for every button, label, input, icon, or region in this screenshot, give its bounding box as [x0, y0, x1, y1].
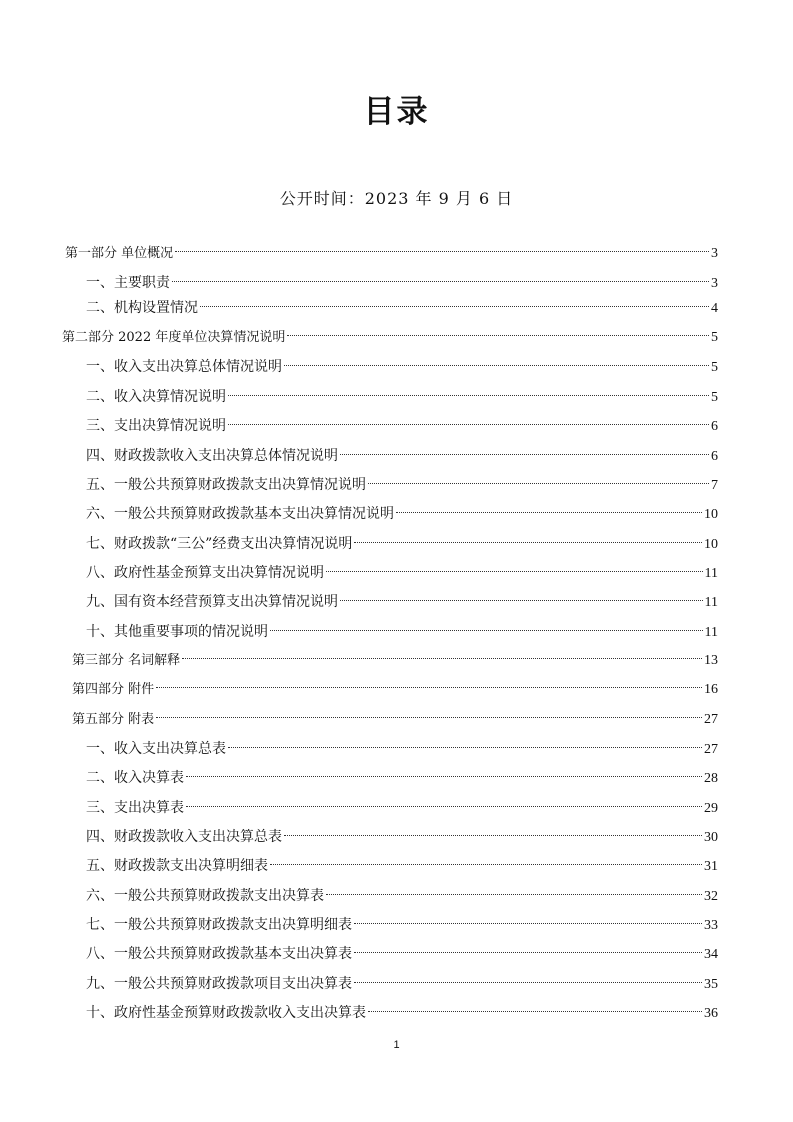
toc-leader-dots [156, 717, 702, 718]
toc-entry-label: 三、支出决算情况说明 [86, 418, 226, 434]
toc-entry-page-number: 27 [704, 712, 718, 727]
toc-leader-dots [200, 306, 709, 307]
toc-entry-label: 十、政府性基金预算财政拨款收入支出决算表 [86, 1005, 366, 1021]
toc-entry-page-number: 5 [711, 390, 718, 405]
toc-entry-label: 六、一般公共预算财政拨款基本支出决算情况说明 [86, 506, 394, 522]
toc-leader-dots [287, 335, 709, 336]
toc-entry[interactable] [86, 1002, 718, 1024]
toc-entry[interactable] [86, 272, 718, 294]
toc-entry-page-number: 5 [711, 330, 718, 345]
toc-leader-dots [340, 600, 703, 601]
toc-entry-label: 八、一般公共预算财政拨款基本支出决算表 [86, 946, 352, 962]
toc-entry[interactable] [86, 621, 718, 643]
toc-entry-label: 四、财政拨款收入支出决算总表 [86, 829, 282, 845]
toc-leader-dots [284, 365, 709, 366]
toc-entry-label: 九、国有资本经营预算支出决算情况说明 [86, 594, 338, 610]
toc-entry[interactable] [86, 562, 718, 584]
toc-leader-dots [368, 483, 709, 484]
toc-entry-label: 四、财政拨款收入支出决算总体情况说明 [86, 448, 338, 464]
toc-entry[interactable] [65, 243, 718, 265]
toc-entry-label: 七、一般公共预算财政拨款支出决算明细表 [86, 917, 352, 933]
toc-leader-dots [228, 395, 709, 396]
toc-entry-label: 一、主要职责 [86, 275, 170, 291]
toc-entry-label: 六、一般公共预算财政拨款支出决算表 [86, 888, 324, 904]
footer-page-number: 1 [393, 1039, 400, 1051]
toc-leader-dots [396, 512, 702, 513]
toc-entry-label: 七、财政拨款“三公”经费支出决算情况说明 [86, 536, 353, 552]
toc-entry-label: 五、一般公共预算财政拨款支出决算情况说明 [86, 477, 366, 493]
toc-entry[interactable] [86, 591, 718, 613]
toc-leader-dots [186, 776, 702, 777]
toc-entry[interactable] [86, 445, 718, 467]
toc-leader-dots [270, 630, 703, 631]
toc-leader-dots [228, 747, 702, 748]
toc-entry-label: 二、收入决算情况说明 [86, 389, 226, 405]
toc-entry-page-number: 33 [704, 918, 718, 933]
toc-entry-page-number: 32 [704, 889, 718, 904]
toc-leader-dots [175, 251, 709, 252]
toc-entry-label: 五、财政拨款支出决算明细表 [86, 858, 268, 874]
toc-leader-dots [228, 424, 709, 425]
toc-leader-dots [326, 571, 703, 572]
toc-entry[interactable] [86, 885, 718, 907]
toc-entry[interactable] [86, 415, 718, 437]
toc-leader-dots [354, 982, 702, 983]
toc-leader-dots [340, 454, 709, 455]
toc-entry-label: 第三部分 名词解释 [72, 653, 181, 668]
toc-entry[interactable] [86, 503, 718, 525]
toc-entry-label: 三、支出决算表 [86, 800, 184, 816]
publish-date: 公开时间：2023 年 9 月 6 日 [279, 189, 514, 208]
toc-leader-dots [354, 952, 702, 953]
toc-entry[interactable] [72, 709, 718, 731]
toc-entry[interactable] [86, 943, 718, 965]
toc-entry-page-number: 28 [704, 771, 718, 786]
toc-entry-page-number: 6 [711, 449, 718, 464]
toc-entry[interactable] [86, 914, 718, 936]
toc-entry-page-number: 30 [704, 830, 718, 845]
toc-entry[interactable] [86, 797, 718, 819]
toc-leader-dots [284, 835, 702, 836]
toc-entry-page-number: 31 [704, 859, 718, 874]
toc-entry-page-number: 13 [704, 653, 718, 668]
toc-entry-page-number: 5 [711, 360, 718, 375]
toc-entry-label: 一、收入支出决算总表 [86, 741, 226, 757]
toc-entry-label: 二、机构设置情况 [86, 300, 198, 316]
toc-entry-page-number: 7 [711, 478, 718, 493]
toc-entry[interactable] [72, 650, 718, 672]
toc-entry-label: 第一部分 单位概况 [65, 246, 174, 261]
toc-entry-label: 第二部分 2022 年度单位决算情况说明 [62, 330, 286, 345]
toc-leader-dots [270, 864, 702, 865]
toc-entry-page-number: 35 [704, 977, 718, 992]
toc-entry-page-number: 10 [704, 537, 718, 552]
toc-entry-page-number: 11 [704, 595, 718, 610]
toc-entry-page-number: 11 [704, 566, 718, 581]
toc-leader-dots [354, 923, 702, 924]
toc-entry-label: 二、收入决算表 [86, 770, 184, 786]
toc-entry[interactable] [86, 855, 718, 877]
toc-entry-page-number: 34 [704, 947, 718, 962]
toc-leader-dots [186, 806, 702, 807]
toc-leader-dots [156, 687, 702, 688]
toc-entry-page-number: 16 [704, 682, 718, 697]
toc-leader-dots [182, 658, 702, 659]
toc-entry[interactable] [86, 533, 718, 555]
toc-entry-page-number: 29 [704, 801, 718, 816]
toc-leader-dots [368, 1011, 702, 1012]
toc-entry[interactable] [86, 738, 718, 760]
toc-entry-page-number: 3 [711, 246, 718, 261]
toc-entry-label: 十、其他重要事项的情况说明 [86, 624, 268, 640]
toc-entry-label: 第五部分 附表 [72, 712, 155, 727]
toc-leader-dots [172, 281, 709, 282]
toc-entry-label: 一、收入支出决算总体情况说明 [86, 359, 282, 375]
toc-entry-page-number: 6 [711, 419, 718, 434]
toc-entry[interactable] [86, 386, 718, 408]
toc-entry[interactable] [86, 767, 718, 789]
page-title: 目录 [363, 94, 430, 130]
toc-entry-page-number: 10 [704, 507, 718, 522]
toc-entry-page-number: 3 [711, 276, 718, 291]
toc-entry[interactable] [86, 356, 718, 378]
toc-entry[interactable] [86, 826, 718, 848]
toc-entry[interactable] [72, 679, 718, 701]
toc-entry-page-number: 36 [704, 1006, 718, 1021]
toc-entry[interactable] [62, 327, 718, 349]
toc-entry-label: 第四部分 附件 [72, 682, 155, 697]
toc-entry[interactable] [86, 297, 718, 319]
toc-entry-label: 八、政府性基金预算支出决算情况说明 [86, 565, 324, 581]
toc-entry[interactable] [86, 973, 718, 995]
toc-entry-page-number: 11 [704, 625, 718, 640]
toc-entry-page-number: 27 [704, 742, 718, 757]
toc-entry[interactable] [86, 474, 718, 496]
toc-entry-page-number: 4 [711, 301, 718, 316]
toc-entry-label: 九、一般公共预算财政拨款项目支出决算表 [86, 976, 352, 992]
toc-leader-dots [326, 894, 702, 895]
toc-leader-dots [354, 542, 702, 543]
